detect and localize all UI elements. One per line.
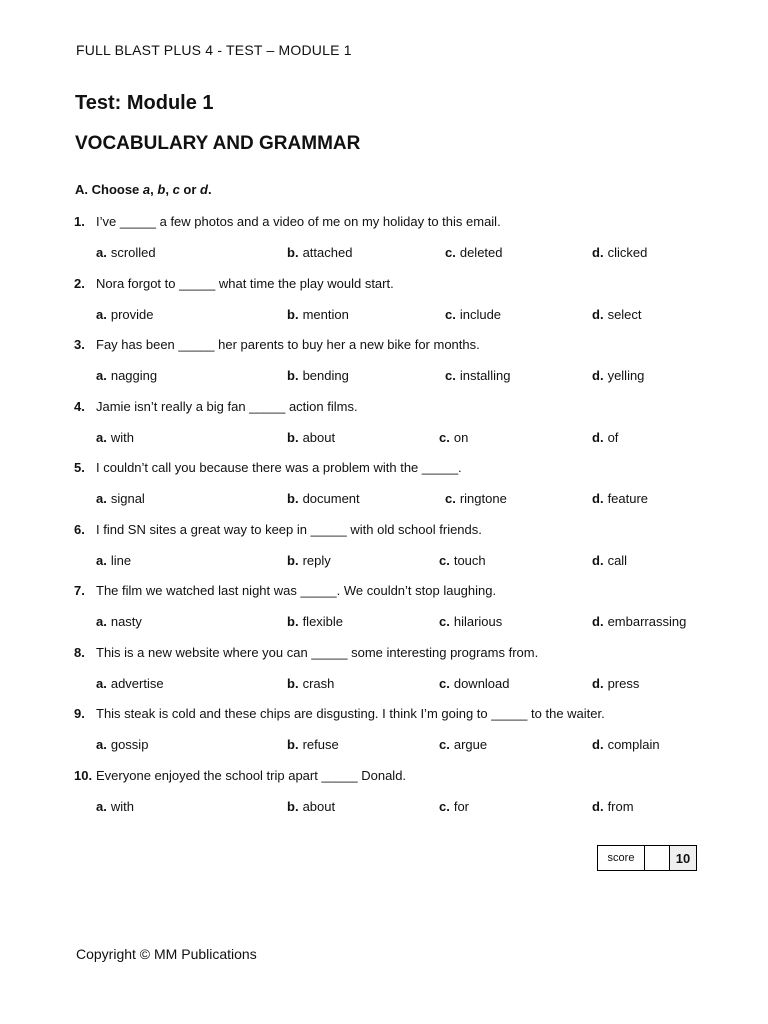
option-letter: d. <box>592 737 604 752</box>
option-text: with <box>110 798 134 814</box>
question-stem <box>74 460 462 475</box>
question-stem <box>74 337 480 352</box>
question-item <box>74 276 714 338</box>
option-letter: c. <box>439 614 450 629</box>
option-text: document <box>302 491 360 506</box>
option-text: of <box>607 429 619 445</box>
option-letter: d. <box>592 491 604 506</box>
option-text: line <box>110 552 132 568</box>
question-number: 7. <box>74 583 85 598</box>
answer-option[interactable] <box>445 368 510 383</box>
option-letter: c. <box>445 491 456 506</box>
answer-option[interactable] <box>287 491 360 506</box>
score-box <box>597 845 697 871</box>
answer-option[interactable] <box>96 737 148 752</box>
question-text: This steak is cold and these chips are disgusting. I think I’m going to _____ to the waiter. <box>96 706 605 721</box>
answer-option[interactable] <box>445 307 501 322</box>
answer-option[interactable] <box>439 799 469 814</box>
option-text: advertise <box>110 675 164 691</box>
option-letter: d. <box>592 245 604 260</box>
question-item <box>74 706 714 768</box>
option-letter: d. <box>592 552 604 568</box>
question-text: Everyone enjoyed the school trip apart _____ Donald. <box>96 767 407 783</box>
question-item <box>74 399 714 461</box>
option-letter: d. <box>592 429 604 445</box>
answer-option[interactable] <box>592 368 644 383</box>
answer-option[interactable] <box>592 245 647 260</box>
answer-option[interactable] <box>287 676 334 691</box>
option-letter: d. <box>592 675 604 691</box>
answer-option[interactable] <box>287 799 335 814</box>
answer-option[interactable] <box>592 799 634 814</box>
question-number: 6. <box>74 521 85 537</box>
option-text: about <box>302 798 336 814</box>
option-letter: a. <box>96 675 107 691</box>
option-letter: c. <box>439 798 450 814</box>
answer-option[interactable] <box>287 245 352 260</box>
answer-option[interactable] <box>592 491 648 506</box>
option-letter: a. <box>96 614 107 629</box>
answer-option[interactable] <box>96 614 142 629</box>
score-max: 10 <box>670 846 697 871</box>
option-letter: b. <box>287 798 299 814</box>
option-letter: b. <box>287 675 299 691</box>
answer-option[interactable] <box>96 799 134 814</box>
question-number: 2. <box>74 275 85 291</box>
answer-option[interactable] <box>439 737 487 752</box>
option-text: refuse <box>302 737 339 752</box>
score-input[interactable] <box>645 846 670 871</box>
option-text: attached <box>302 245 353 260</box>
option-text: feature <box>607 491 649 506</box>
option-text: with <box>110 429 134 445</box>
answer-option[interactable] <box>439 553 486 568</box>
page-header: FULL BLAST PLUS 4 - TEST – MODULE 1 <box>76 42 352 58</box>
question-text: I find SN sites a great way to keep in _____ with old school friends. <box>96 521 482 537</box>
question-item <box>74 460 714 522</box>
question-number: 4. <box>74 398 85 414</box>
question-item <box>74 645 714 707</box>
option-text: about <box>302 429 336 445</box>
option-text: deleted <box>459 245 503 260</box>
option-letter: a. <box>96 245 107 260</box>
option-letter: b. <box>287 614 299 629</box>
answer-option[interactable] <box>592 737 660 752</box>
option-letter: b. <box>287 368 299 383</box>
score-label: score <box>598 846 645 871</box>
option-letter: a. <box>96 306 107 322</box>
answer-option[interactable] <box>592 430 618 445</box>
option-letter: d. <box>592 798 604 814</box>
answer-options <box>96 676 716 692</box>
option-text: nasty <box>110 614 142 629</box>
answer-option[interactable] <box>445 491 507 506</box>
option-letter: b. <box>287 737 299 752</box>
answer-option[interactable] <box>287 553 331 568</box>
option-text: crash <box>302 675 335 691</box>
option-text: from <box>607 798 634 814</box>
question-item <box>74 768 714 830</box>
question-number: 3. <box>74 337 85 352</box>
answer-option[interactable] <box>592 553 627 568</box>
answer-option[interactable] <box>96 368 157 383</box>
option-text: press <box>607 675 640 691</box>
question-item <box>74 337 714 399</box>
question-text: I couldn’t call you because there was a problem with the _____. <box>96 460 462 475</box>
answer-option[interactable] <box>96 676 164 691</box>
answer-options <box>96 430 716 446</box>
option-letter: c. <box>439 429 450 445</box>
instruction: A. Choose a, b, c or d. <box>75 182 212 197</box>
option-text: for <box>453 798 470 814</box>
answer-option[interactable] <box>287 430 335 445</box>
answer-options <box>96 307 716 323</box>
option-text: bending <box>302 368 349 383</box>
question-stem <box>74 768 406 783</box>
option-text: include <box>459 306 502 322</box>
option-text: touch <box>453 552 486 568</box>
option-letter: b. <box>287 306 299 322</box>
answer-option[interactable] <box>96 245 156 260</box>
option-letter: b. <box>287 429 299 445</box>
question-text: Jamie isn’t really a big fan _____ action films. <box>96 398 358 414</box>
option-text: clicked <box>607 245 648 260</box>
option-text: complain <box>607 737 660 752</box>
option-text: yelling <box>607 368 645 383</box>
question-item <box>74 522 714 584</box>
question-item <box>74 214 714 276</box>
option-text: argue <box>453 737 488 752</box>
answer-option[interactable] <box>439 676 510 691</box>
answer-option[interactable] <box>439 430 468 445</box>
option-letter: b. <box>287 245 299 260</box>
answer-options <box>96 737 716 753</box>
answer-option[interactable] <box>439 614 502 629</box>
option-letter: b. <box>287 552 299 568</box>
option-letter: a. <box>96 368 107 383</box>
question-number: 9. <box>74 706 85 721</box>
answer-options <box>96 553 716 569</box>
question-item <box>74 583 714 645</box>
option-text: reply <box>302 552 331 568</box>
question-number: 10. <box>74 767 93 783</box>
option-text: flexible <box>302 614 344 629</box>
option-letter: d. <box>592 368 604 383</box>
option-text: nagging <box>110 368 158 383</box>
question-text: The film we watched last night was _____. We couldn’t stop laughing. <box>96 583 497 598</box>
question-stem <box>74 276 394 291</box>
option-letter: a. <box>96 429 107 445</box>
question-number: 1. <box>74 214 85 229</box>
option-letter: c. <box>439 737 450 752</box>
answer-option[interactable] <box>287 307 349 322</box>
option-letter: a. <box>96 552 107 568</box>
option-text: embarrassing <box>607 614 687 629</box>
answer-option[interactable] <box>96 491 145 506</box>
option-letter: a. <box>96 491 107 506</box>
option-text: provide <box>110 306 154 322</box>
option-letter: a. <box>96 737 107 752</box>
question-stem <box>74 522 482 537</box>
option-letter: b. <box>287 491 299 506</box>
option-text: installing <box>459 368 511 383</box>
answer-option[interactable] <box>287 368 349 383</box>
copyright-footer: Copyright © MM Publications <box>76 946 257 962</box>
option-text: download <box>453 675 510 691</box>
answer-options <box>96 491 716 507</box>
answer-options <box>96 614 716 630</box>
answer-option[interactable] <box>592 307 642 322</box>
answer-option[interactable] <box>96 553 131 568</box>
answer-options <box>96 799 716 815</box>
question-stem <box>74 399 358 414</box>
option-letter: c. <box>439 675 450 691</box>
question-number: 5. <box>74 460 85 475</box>
answer-options <box>96 368 716 384</box>
question-list <box>74 214 714 829</box>
option-letter: d. <box>592 614 604 629</box>
section-heading: VOCABULARY AND GRAMMAR <box>75 133 361 154</box>
option-text: call <box>607 552 628 568</box>
option-text: hilarious <box>453 614 503 629</box>
answer-option[interactable] <box>592 676 639 691</box>
question-number: 8. <box>74 644 85 660</box>
answer-option[interactable] <box>96 430 134 445</box>
question-stem <box>74 706 605 721</box>
answer-option[interactable] <box>96 307 153 322</box>
option-text: gossip <box>110 737 149 752</box>
option-text: on <box>453 429 469 445</box>
option-text: scrolled <box>110 245 156 260</box>
option-letter: c. <box>445 245 456 260</box>
option-text: signal <box>110 491 145 506</box>
answer-options <box>96 245 716 261</box>
page-title: Test: Module 1 <box>75 92 214 114</box>
option-text: select <box>607 306 642 322</box>
question-stem <box>74 583 496 598</box>
question-text: This is a new website where you can _____ some interesting programs from. <box>96 644 539 660</box>
option-letter: d. <box>592 306 604 322</box>
option-text: ringtone <box>459 491 507 506</box>
question-text: Fay has been _____ her parents to buy her a new bike for months. <box>96 337 480 352</box>
option-letter: c. <box>445 306 456 322</box>
question-stem <box>74 214 501 229</box>
question-text: Nora forgot to _____ what time the play would start. <box>96 275 394 291</box>
option-letter: a. <box>96 798 107 814</box>
question-stem <box>74 645 538 660</box>
answer-option[interactable] <box>287 614 343 629</box>
answer-option[interactable] <box>287 737 339 752</box>
answer-option[interactable] <box>445 245 503 260</box>
option-text: mention <box>302 306 349 322</box>
answer-option[interactable] <box>592 614 686 629</box>
option-letter: c. <box>439 552 450 568</box>
question-text: I’ve _____ a few photos and a video of me on my holiday to this email. <box>96 214 501 229</box>
option-letter: c. <box>445 368 456 383</box>
